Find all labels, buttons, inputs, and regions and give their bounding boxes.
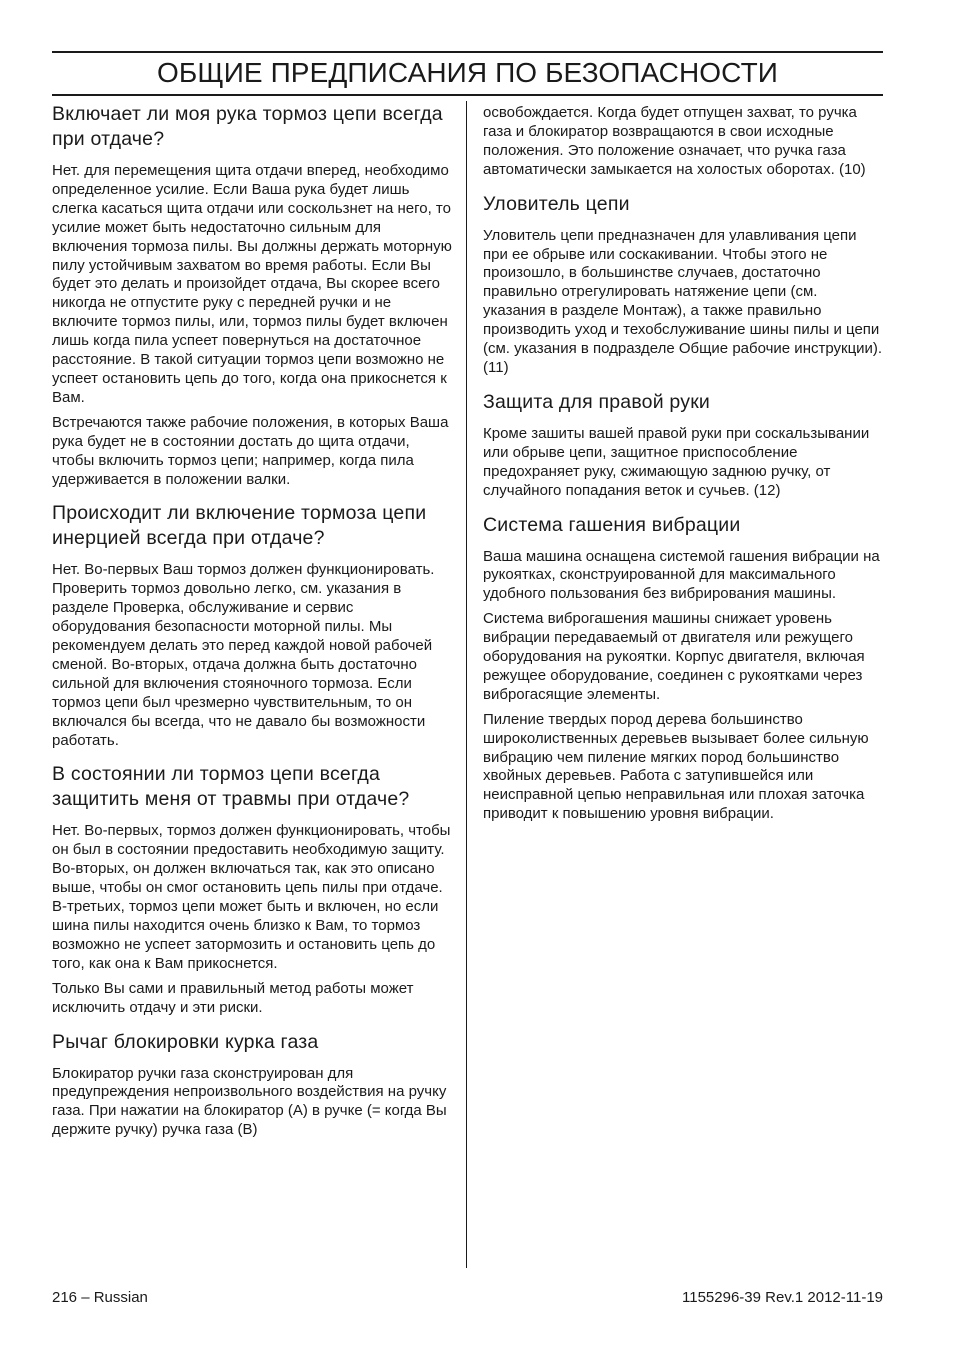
paragraph: Система виброгашения машины снижает уровень вибрации передаваемый от двигателя или режущего оборудования на рукоятки. Корпус двигателя, включая режущее оборудование, соединен с рукоятками через виброгасящие элементы. xyxy=(483,610,865,703)
section-inertia-brake xyxy=(52,501,452,750)
paragraph: Уловитель цепи предназначен для улавливания цепи при ее обрыве или соскакивании. Чтобы этого не произошло, в большинстве случаев, достаточно правильно отрегулировать натяжение цепи (см. указания в разделе Монтаж), а также правильно производить уход и техобслуживание шины пилы и цепи (см. указания в подразделе Общие рабочие инструкции). (11) xyxy=(483,226,883,376)
section-heading: Система гашения вибрации xyxy=(483,513,741,536)
paragraph: Блокиратор ручки газа сконструирован для предупреждения непроизвольного воздействия на ручку газа. При нажатии на блокиратор (A) в ручке (= когда Вы держите ручку) ручка газа (B) xyxy=(52,1064,447,1139)
title-rule xyxy=(52,94,883,96)
right-column xyxy=(483,104,883,830)
paragraph: Только Вы сами и правильный метод работы может исключить отдачу и эти риски. xyxy=(52,979,414,1016)
paragraph: Встречаются также рабочие положения, в которых Ваша рука будет не в состоянии достать до щита отдачи, чтобы включить тормоз цепи; например, когда пила удерживается в положении валки. xyxy=(52,413,449,488)
section-right-hand-guard xyxy=(483,390,883,501)
paragraph: Нет. Во-первых, тормоз должен функционировать, чтобы он был в состоянии предоставить необходимую защиту. Во-вторых, он должен включаться так, как это описано выше, чтобы он смог остановить цепь пилы при отдаче. В-третьих, тормоз цепи может быть и включен, но если шина пилы находится очень близко к Вам, то тормоз возможно не успеет затормозить и остановить цепь до того, как она к Вам прикоснется. xyxy=(52,822,451,972)
section-heading: Включает ли моя рука тормоз цепи всегда при отдаче? xyxy=(52,103,443,150)
page-number: 216 – Russian xyxy=(52,1289,148,1306)
left-column xyxy=(52,100,452,1146)
paragraph: Нет. для перемещения щита отдачи вперед, необходимо определенное усилие. Если Ваша рука будет лишь слегка касаться щита отдачи или соскользнет на него, то усилие может быть недостаточно сильным для включения тормоза пилы. Вы должны держать моторную пилу устойчивым захватом во время работы. Если Вы будет это делать и произойдет отдача, Вы скорее всего никогда не отпустите руку с передней ручки и не включите тормоз пилы, или, тормоз пилы будет включен лишь когда пила успеет повернуться на достаточное расстояние. В такой ситуации тормоз цепи возможно не успеет остановить цепь до того, когда она прикоснется к Вам. xyxy=(52,162,452,406)
paragraph: Кроме зашиты вашей правой руки при соскальзывании или обрыве цепи, защитное приспособление предохраняет руку, сжимающую заднюю ручку, от случайного попадания веток и сучьев. (12) xyxy=(483,424,870,499)
section-heading: Рычаг блокировки курка газа xyxy=(52,1030,319,1053)
section-heading: Происходит ли включение тормоза цепи инерцией всегда при отдаче? xyxy=(52,502,427,550)
paragraph: Пиление твердых пород дерева большинство широколиственных деревьев вызывает более сильную вибрацию чем пиление мягких пород большинство хвойных деревьев. Работа с затупившейся или неисправной цепью неправильная или плохая заточка приводит к повышению уровня вибрации. xyxy=(483,710,869,823)
paragraph: Нет. Во-первых Ваш тормоз должен функционировать. Проверить тормоз довольно легко, см. указания в разделе Проверка, обслуживание и сервис оборудования безопасности моторной пилы. Мы рекомендуем делать это перед каждой новой рабочей сменой. Во-вторых, отдача должна быть достаточно сильной для включения стояночного тормоза. Если тормоз цепи был чрезмерно чувствительным, то он включался бы всегда, что не давало бы возможности работать. xyxy=(52,561,435,749)
section-vibration-damping xyxy=(483,513,883,825)
section-heading: Защита для правой руки xyxy=(483,390,711,413)
section-hand-brake xyxy=(52,102,452,489)
paragraph: Ваша машина оснащена системой гашения вибрации на рукоятках, сконструированной для максимального удобного пользования без вибрирования машины. xyxy=(483,547,880,603)
section-chain-catcher xyxy=(483,192,883,378)
page-title: ОБЩИЕ ПРЕДПИСАНИЯ ПО БЕЗОПАСНОСТИ xyxy=(156,57,779,88)
section-heading: В состоянии ли тормоз цепи всегда защитить меня от травмы при отдаче? xyxy=(52,763,410,811)
top-rule xyxy=(52,51,883,53)
column-divider xyxy=(466,101,467,1268)
continuation-paragraph: освобождается. Когда будет отпущен захват, то ручка газа и блокиратор возвращаются в свои исходные положения. Это положение означает, что ручка газа автоматически замыкается на холостых оборотах. (10) xyxy=(483,104,866,178)
section-heading: Уловитель цепи xyxy=(483,192,630,215)
document-reference: 1155296-39 Rev.1 2012-11-19 xyxy=(682,1289,883,1306)
section-throttle-lockout xyxy=(52,1030,452,1141)
section-brake-protection xyxy=(52,762,452,1017)
